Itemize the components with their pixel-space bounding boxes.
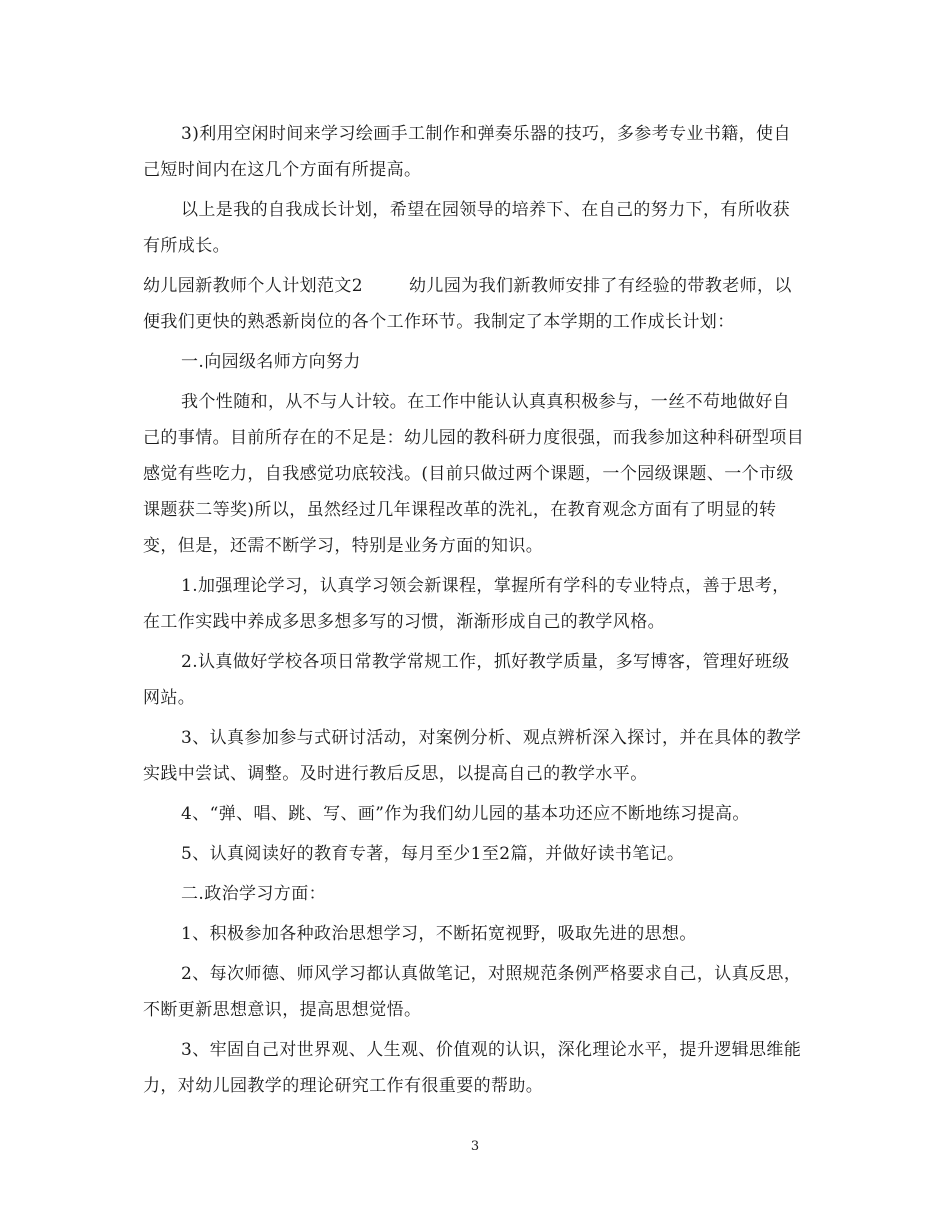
list-item: 5、认真阅读好的教育专著，每月至少1至2篇，并做好读书笔记。 — [181, 844, 685, 864]
section-title: 幼儿园新教师个人计划范文2 — [143, 276, 364, 296]
section-intro-paragraph — [143, 268, 807, 340]
list-item: 4、“弹、唱、跳、写、画”作为我们幼儿园的基本功还应不断地练习提高。 — [181, 804, 750, 824]
section-heading: 二.政治学习方面： — [181, 884, 327, 904]
list-item: 2.认真做好学校各项日常教学常规工作，抓好教学质量，多写博客，管理好班级网站。 — [143, 652, 790, 708]
paragraph: 我个性随和，从不与人计较。在工作中能认认真真积极参与，一丝不苟地做好自己的事情。目前所存在的不足是：幼儿园的教科研力度很强，而我参加这种科研型项目感觉有些吃力，自我感觉功底较浅。(目前只做过两个课题，一个园级课题、一个市级课题获二等奖)所以，虽然经过几年课程改革的洗礼，在教育观念方面有了明显的转变，但是，还需不断学习，特别是业务方面的知识。 — [143, 392, 805, 556]
list-item: 1、积极参加各种政治思想学习，不断拓宽视野，吸取先进的思想。 — [181, 924, 697, 944]
section-heading: 一.向园级名师方向努力 — [181, 352, 361, 372]
list-item: 3、认真参加参与式研讨活动，对案例分析、观点辨析深入探讨，并在具体的教学实践中尝试、调整。及时进行教后反思，以提高自己的教学水平。 — [143, 728, 802, 784]
paragraph: 3)利用空闲时间来学习绘画手工制作和弹奏乐器的技巧，多参考专业书籍，使自己短时间内在这几个方面有所提高。 — [143, 124, 791, 180]
document-body — [143, 116, 807, 1108]
list-item: 2、每次师德、师风学习都认真做笔记，对照规范条例严格要求自己，认真反思，不断更新思想意识，提高思想觉悟。 — [143, 964, 802, 1020]
paragraph: 以上是我的自我成长计划，希望在园领导的培养下、在自己的努力下，有所收获有所成长。 — [143, 200, 790, 256]
list-item: 3、牢固自己对世界观、人生观、价值观的认识，深化理论水平，提升逻辑思维能力，对幼儿园教学的理论研究工作有很重要的帮助。 — [143, 1040, 802, 1096]
section-intro-text: 幼儿园为我们新教师安排了有经验的带教老师，以便我们更快的熟悉新岗位的各个工作环节。我制定了本学期的工作成长计划： — [143, 276, 792, 332]
page-number: 3 — [470, 1139, 480, 1154]
list-item: 1.加强理论学习，认真学习领会新课程，掌握所有学科的专业特点，善于思考，在工作实践中养成多思多想多写的习惯，渐渐形成自己的教学风格。 — [143, 576, 790, 632]
